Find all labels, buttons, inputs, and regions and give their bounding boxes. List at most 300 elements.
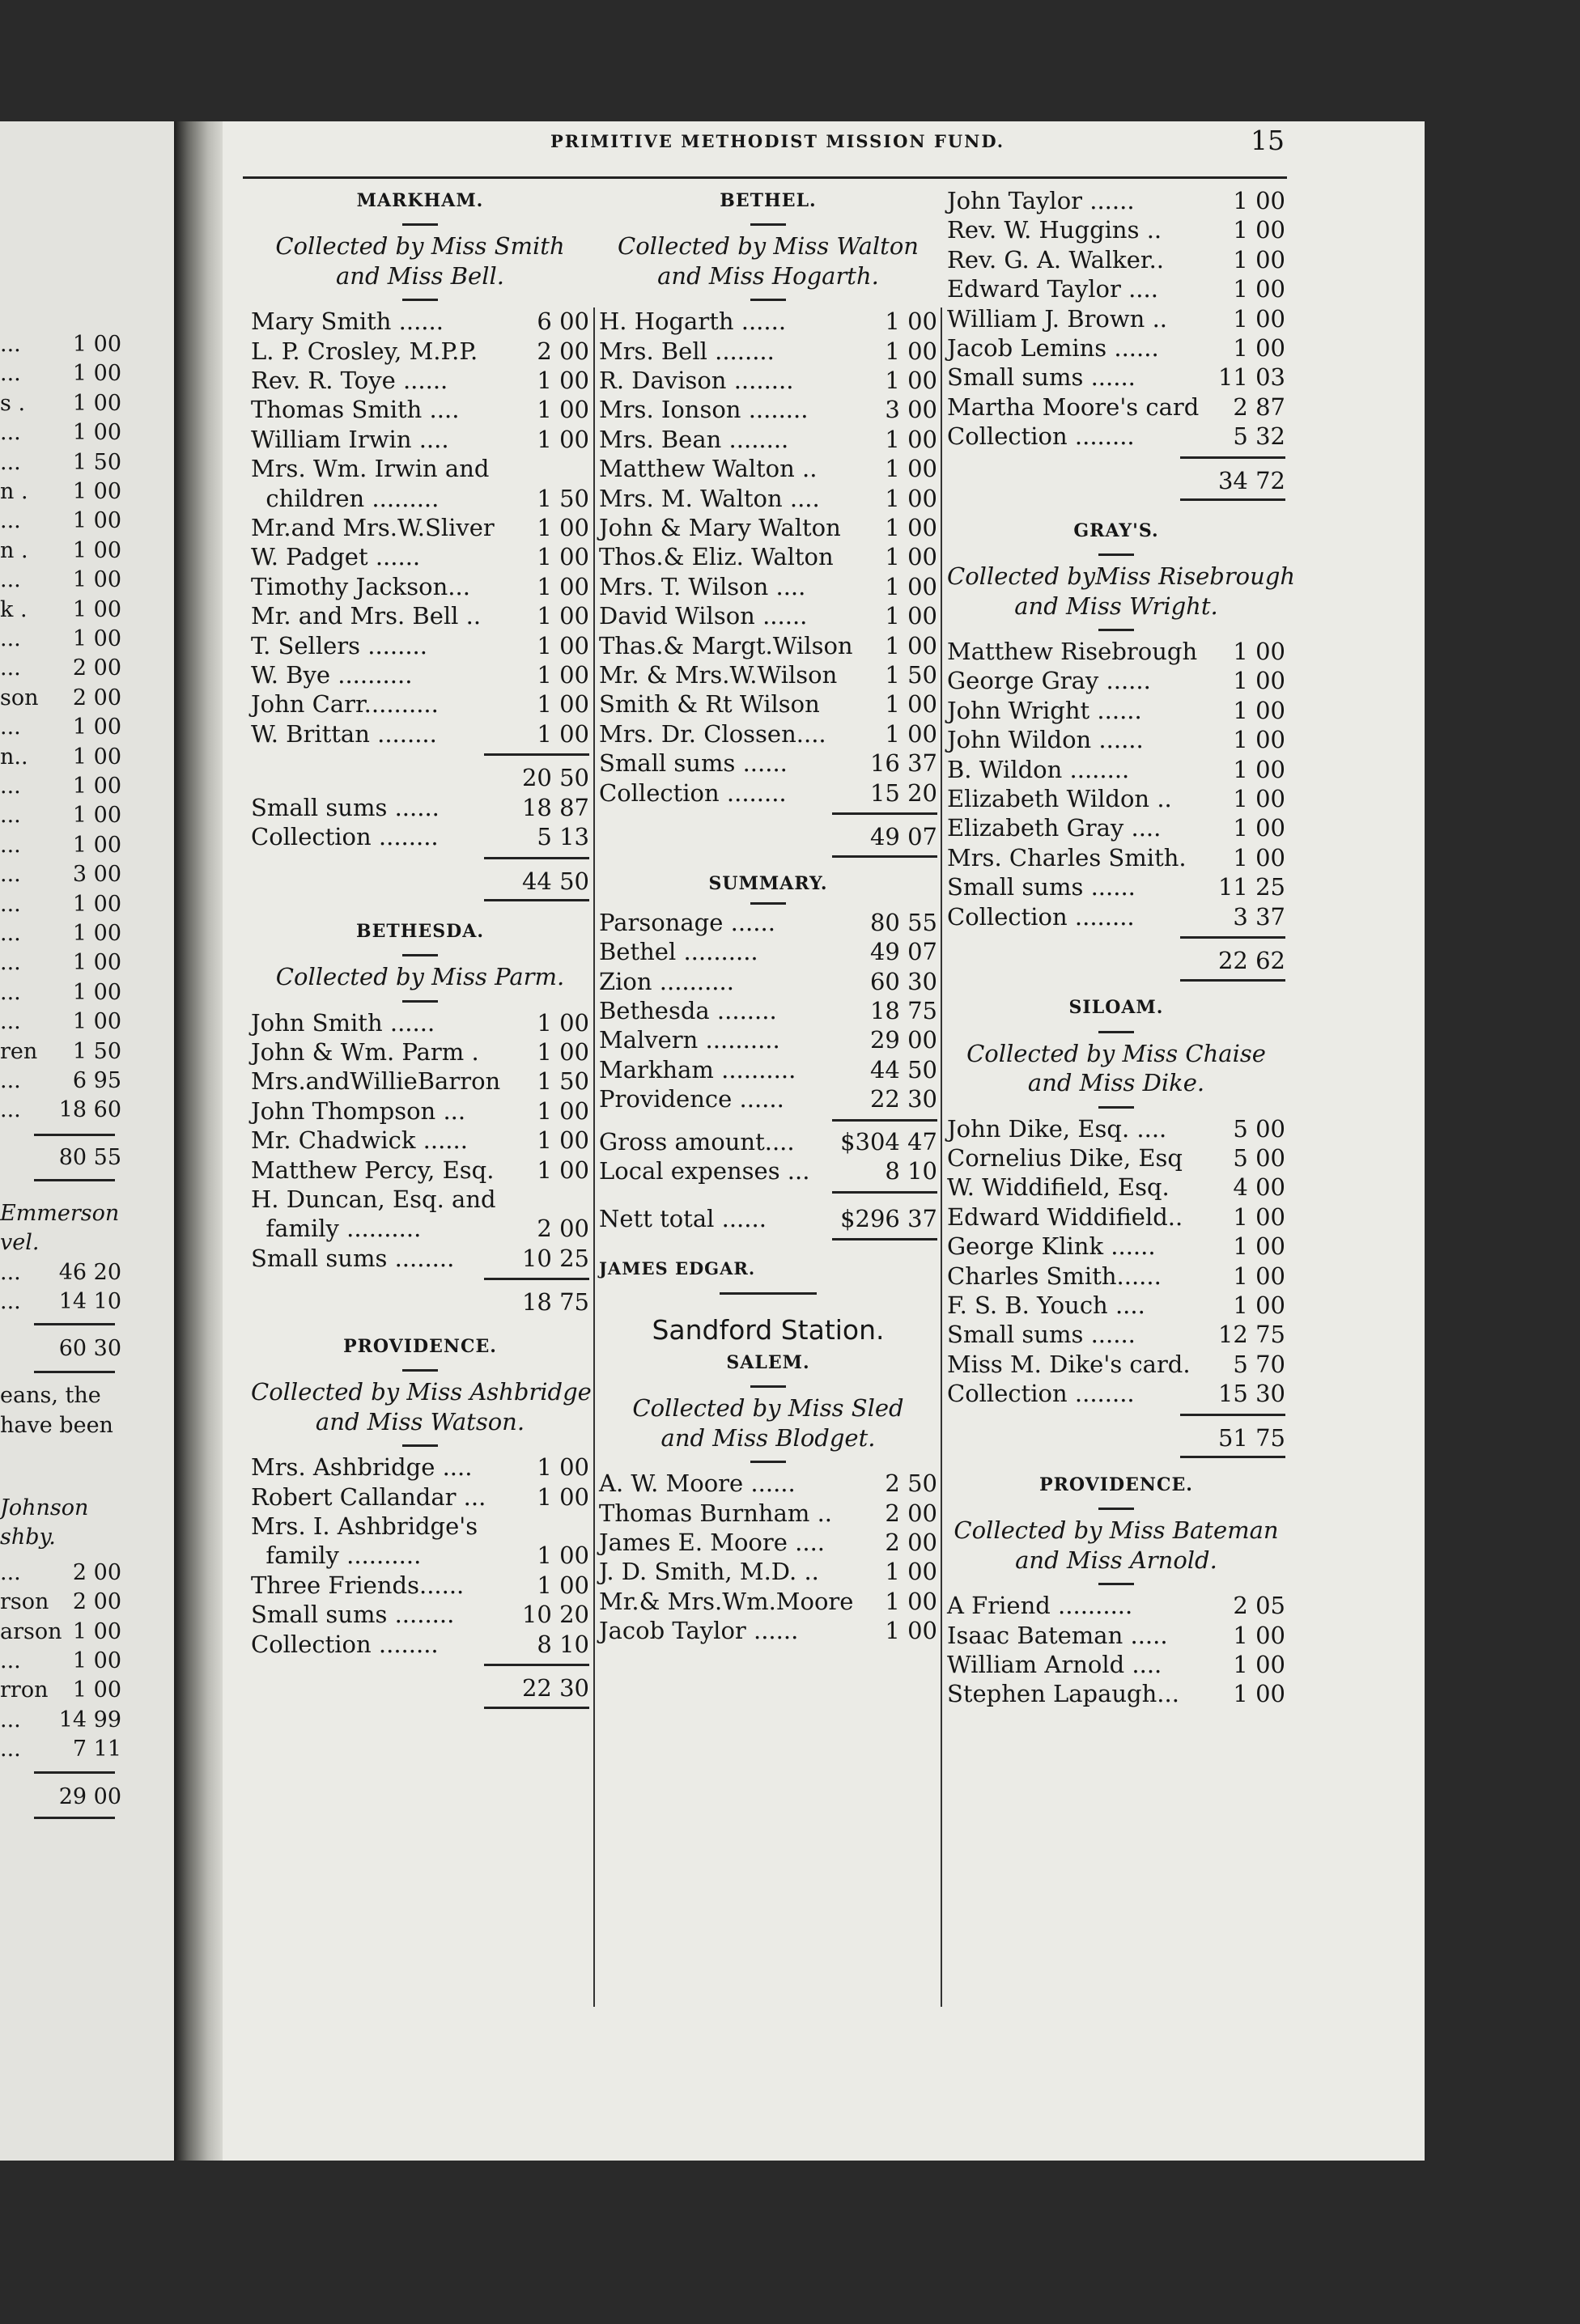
entry-name: Thas.& Margt.Wilson <box>599 631 853 659</box>
row-amount: 2 00 <box>72 685 121 710</box>
left-page-row <box>0 1618 121 1647</box>
left-page-row <box>0 1037 121 1067</box>
row-text: ... <box>0 1648 21 1674</box>
entry-amount: 1 00 <box>537 367 589 395</box>
row-text: ... <box>0 655 21 681</box>
row-text: rron <box>0 1677 49 1703</box>
ledger-entry <box>947 392 1285 422</box>
left-page-row <box>0 948 121 978</box>
summary-entry <box>599 996 937 1025</box>
section-title: GRAY'S. <box>1073 520 1159 541</box>
ledger-entry <box>599 1587 937 1616</box>
total-amount: 44 50 <box>521 867 589 895</box>
row-amount: 1 00 <box>72 537 121 563</box>
ledger-entry <box>947 1232 1285 1261</box>
ledger-entry <box>251 484 589 513</box>
left-page-fragment <box>0 121 174 2161</box>
ledger-entry <box>599 660 937 689</box>
entry-amount: 1 00 <box>537 719 589 748</box>
entry-amount: 16 37 <box>869 749 937 778</box>
ledger-entry <box>599 542 937 571</box>
entry-amount: 1 00 <box>885 543 937 571</box>
row-amount: 1 00 <box>72 921 121 946</box>
entry-amount: 1 00 <box>1233 1680 1285 1708</box>
row-text: ... <box>0 626 21 651</box>
ledger-entry <box>251 1156 589 1185</box>
entry-amount: 8 10 <box>537 1630 589 1658</box>
ledger-entry <box>251 1008 589 1037</box>
ledger-entry <box>251 1244 589 1273</box>
row-text: n . <box>0 537 28 563</box>
entry-name: John Carr.......... <box>251 690 439 719</box>
entry-name: Mr.& Mrs.Wm.Moore <box>599 1587 854 1615</box>
entry-amount: 1 00 <box>1233 1291 1285 1319</box>
left-page-row <box>0 1706 121 1735</box>
entry-amount: 1 00 <box>1233 726 1285 754</box>
left-page-row <box>0 536 121 566</box>
entry-name: Rev. W. Huggins .. <box>947 216 1162 244</box>
entry-amount: 2 00 <box>885 1529 937 1557</box>
section-title: PROVIDENCE. <box>1039 1474 1193 1496</box>
entry-amount: 1 00 <box>537 543 589 571</box>
ledger-entry <box>947 755 1285 784</box>
entry-name: George Klink ...... <box>947 1232 1156 1261</box>
ledger-entry <box>251 1512 589 1541</box>
row-text: ... <box>0 1289 21 1314</box>
entry-name: A Friend .......... <box>947 1592 1133 1620</box>
entry-amount: 1 00 <box>885 719 937 748</box>
row-amount: 1 00 <box>72 508 121 534</box>
left-page-row <box>0 713 121 742</box>
ledger-entry <box>251 513 589 542</box>
entry-amount: 10 20 <box>521 1601 589 1629</box>
entry-name: Martha Moore's card <box>947 392 1200 421</box>
ledger-entry <box>251 601 589 630</box>
entry-name: Thos.& Eliz. Walton <box>599 543 834 571</box>
left-page-row <box>0 1559 121 1588</box>
short-dash <box>750 902 786 905</box>
entry-amount: 1 00 <box>885 425 937 453</box>
entry-name: Mrs. Ionson ........ <box>599 396 809 424</box>
entry-name: Bethesda ........ <box>599 997 777 1024</box>
ledger-entry <box>599 689 937 719</box>
row-text: ... <box>0 332 21 357</box>
row-amount: 1 00 <box>72 891 121 917</box>
row-text: ren <box>0 1038 38 1064</box>
ledger-entry <box>947 813 1285 842</box>
left-text: have been <box>0 1412 113 1438</box>
entry-amount: 1 00 <box>1233 1262 1285 1290</box>
section-title: BETHEL. <box>720 190 817 211</box>
sum-rule <box>1180 456 1285 459</box>
ledger-entry <box>947 1650 1285 1679</box>
row-amount: 80 55 <box>58 1144 121 1170</box>
row-text: ... <box>0 862 21 888</box>
left-page-row <box>0 1067 121 1096</box>
entry-amount: 1 00 <box>537 631 589 659</box>
section-total <box>599 822 937 851</box>
ledger-entry <box>251 572 589 601</box>
entry-name: L. P. Crosley, M.P.P. <box>251 337 478 365</box>
sum-rule <box>832 855 937 858</box>
entry-name: Collection ........ <box>947 902 1135 931</box>
entry-amount: 1 00 <box>1233 696 1285 724</box>
row-amount: 1 00 <box>72 361 121 387</box>
entry-amount: 5 00 <box>1233 1144 1285 1172</box>
ledger-entry <box>599 631 937 660</box>
ledger-entry <box>251 1096 589 1126</box>
section-total <box>251 1287 589 1317</box>
row-amount: 46 20 <box>58 1259 121 1285</box>
summary-entry <box>599 1055 937 1084</box>
entry-name: Mrs. Charles Smith. <box>947 843 1187 872</box>
small-sums-amount: 18 87 <box>521 793 589 821</box>
left-page-row <box>0 1143 121 1173</box>
row-text: ... <box>0 715 21 740</box>
row-amount: 1 00 <box>72 1009 121 1035</box>
column-rule-2 <box>941 307 942 2007</box>
entry-name: B. Wildon ........ <box>947 755 1130 783</box>
entry-name: Small sums ...... <box>947 873 1136 901</box>
row-amount: 1 00 <box>72 774 121 799</box>
left-page-row <box>0 330 121 359</box>
left-page-row <box>0 596 121 625</box>
short-dash <box>402 1444 438 1447</box>
left-rule <box>34 1771 115 1774</box>
left-rule <box>34 1134 115 1136</box>
local-expenses-amount: 8 10 <box>885 1157 937 1185</box>
ledger-entry <box>599 1469 937 1498</box>
entry-name: Thomas Smith .... <box>251 396 460 424</box>
entry-name: Miss M. Dike's card. <box>947 1350 1191 1378</box>
row-amount: 2 00 <box>72 1589 121 1615</box>
entry-name: George Gray ...... <box>947 667 1151 695</box>
entry-name: John Thompson ... <box>251 1096 466 1125</box>
entry-name: T. Sellers ........ <box>251 631 427 659</box>
entry-amount: 1 00 <box>1233 637 1285 665</box>
ledger-entry <box>599 307 937 336</box>
entry-amount: 1 00 <box>885 1558 937 1586</box>
ledger-entry <box>947 1320 1285 1349</box>
entry-name: Isaac Bateman ..... <box>947 1621 1168 1649</box>
ledger-entry <box>251 1600 589 1629</box>
entry-name: Matthew Risebrough <box>947 637 1198 665</box>
row-amount: 1 00 <box>72 950 121 976</box>
ledger-entry <box>947 725 1285 754</box>
ledger-entry <box>599 1528 937 1557</box>
ledger-entry <box>947 1379 1285 1408</box>
collected-by: Collected by Miss Smith <box>275 232 565 261</box>
entry-name: Small sums ...... <box>947 363 1136 392</box>
collected-by: Collected by Miss Walton <box>618 232 919 261</box>
row-amount: 1 00 <box>72 626 121 651</box>
entry-amount: 1 00 <box>885 572 937 600</box>
sum-rule <box>1180 498 1285 501</box>
small-sums <box>251 793 589 822</box>
left-page-row <box>0 625 121 654</box>
column-rule-1 <box>593 307 595 2007</box>
short-dash <box>750 1461 786 1463</box>
row-text: son <box>0 685 39 710</box>
entry-amount: 1 00 <box>537 1096 589 1125</box>
left-page-row <box>0 1258 121 1287</box>
left-page-row <box>0 684 121 713</box>
entry-name: Mrs. Bell ........ <box>599 337 775 365</box>
ledger-entry <box>599 337 937 366</box>
ledger-entry <box>599 454 937 483</box>
entry-amount: 15 20 <box>869 778 937 807</box>
left-page-row <box>0 1783 121 1812</box>
ledger-entry <box>599 1499 937 1528</box>
ledger-entry <box>251 1067 589 1096</box>
left-page-row <box>0 978 121 1007</box>
sum-rule <box>832 812 937 815</box>
section-title: PROVIDENCE. <box>343 1335 497 1357</box>
total-amount: 51 75 <box>1217 1423 1285 1452</box>
sum-rule <box>484 857 589 859</box>
summary-entry <box>599 1025 937 1054</box>
entry-amount: 29 00 <box>869 1026 937 1054</box>
left-page-row <box>0 1287 121 1317</box>
left-rule <box>34 1179 115 1181</box>
entry-amount: 1 00 <box>885 690 937 719</box>
entry-amount: 4 00 <box>1233 1173 1285 1202</box>
ledger-entry <box>251 1185 589 1214</box>
ledger-entry <box>251 337 589 366</box>
sum-rule <box>484 1278 589 1280</box>
entry-amount: 1 00 <box>1233 1621 1285 1649</box>
short-dash <box>402 299 438 301</box>
left-page-row <box>0 831 121 860</box>
entry-amount: 1 50 <box>885 661 937 689</box>
entry-name: W. Brittan ........ <box>251 719 437 748</box>
gross-amount-amount: $304 47 <box>840 1127 937 1156</box>
entry-name: Mr. & Mrs.W.Wilson <box>599 661 838 689</box>
entry-name: Mrs. Dr. Clossen.... <box>599 719 826 748</box>
total-amount: 22 30 <box>521 1674 589 1703</box>
entry-name: Collection ........ <box>947 422 1135 451</box>
entry-amount: 1 00 <box>885 514 937 542</box>
entry-amount: 44 50 <box>869 1055 937 1084</box>
row-amount: 1 00 <box>72 420 121 446</box>
ledger-entry <box>947 1291 1285 1320</box>
entry-name: William J. Brown .. <box>947 304 1168 333</box>
entry-amount: 3 37 <box>1233 902 1285 931</box>
row-amount: 1 00 <box>72 596 121 622</box>
row-amount: 2 00 <box>72 1559 121 1585</box>
left-page-row <box>0 654 121 683</box>
short-dash <box>1098 1106 1134 1109</box>
row-amount: 7 11 <box>72 1737 121 1762</box>
ledger-entry <box>599 749 937 778</box>
entry-name: James E. Moore .... <box>599 1529 826 1557</box>
entry-amount: 80 55 <box>869 908 937 936</box>
entry-amount: 11 25 <box>1217 873 1285 901</box>
collected-by: and Miss Dike. <box>1027 1069 1205 1097</box>
collection-amount: 5 13 <box>537 823 589 851</box>
entry-amount: 1 00 <box>1233 216 1285 244</box>
entry-name: Matthew Percy, Esq. <box>251 1156 495 1184</box>
section-title: SILOAM. <box>1068 997 1164 1019</box>
left-page-row <box>0 1676 121 1705</box>
entry-amount: 1 00 <box>885 484 937 512</box>
row-text: n.. <box>0 744 28 770</box>
entry-name: Smith & Rt Wilson <box>599 690 820 719</box>
entry-name: Rev. G. A. Walker.. <box>947 245 1165 274</box>
row-amount: 1 00 <box>72 744 121 770</box>
entry-name: Robert Callandar ... <box>251 1482 486 1511</box>
entry-name: A. W. Moore ...... <box>599 1469 796 1498</box>
ledger-entry <box>251 1630 589 1659</box>
row-text: ... <box>0 979 21 1005</box>
ledger-entry <box>251 1482 589 1512</box>
section-total <box>947 466 1285 495</box>
ledger-entry <box>947 1143 1285 1173</box>
row-text: ... <box>0 1707 21 1732</box>
entry-amount: 1 00 <box>537 425 589 453</box>
entry-amount: 1 00 <box>1233 843 1285 872</box>
entry-name: Small sums ........ <box>251 1244 455 1272</box>
short-dash <box>402 1000 438 1003</box>
entry-name: Thomas Burnham .. <box>599 1499 833 1527</box>
book-spine <box>174 121 223 2161</box>
nett-total-amount: $296 37 <box>840 1204 937 1232</box>
row-text: n . <box>0 479 28 504</box>
left-rule <box>34 1323 115 1325</box>
row-amount: 60 30 <box>58 1336 121 1362</box>
entry-amount: 1 00 <box>1233 755 1285 783</box>
left-text: Emmerson <box>0 1200 120 1226</box>
entry-amount: 6 00 <box>537 307 589 336</box>
total-amount: 18 75 <box>521 1288 589 1317</box>
collected-by: Collected by Miss Sled <box>632 1394 904 1423</box>
ledger-entry <box>251 631 589 660</box>
entry-name: Collection ........ <box>947 1380 1135 1408</box>
ledger-entry <box>599 601 937 630</box>
entry-name: Mrs.andWillieBarron <box>251 1067 501 1096</box>
sum-rule <box>1180 936 1285 939</box>
sum-rule <box>484 1664 589 1666</box>
collected-by: and Miss Blodget. <box>660 1423 876 1452</box>
entry-name: John Dike, Esq. .... <box>947 1114 1167 1143</box>
sum-rule <box>832 1191 937 1194</box>
entry-amount: 1 00 <box>537 1008 589 1037</box>
ledger-entry <box>947 1202 1285 1232</box>
ledger-entry <box>251 395 589 424</box>
entry-amount: 12 75 <box>1217 1321 1285 1349</box>
left-text: vel. <box>0 1230 40 1256</box>
entry-name: Small sums ...... <box>947 1321 1136 1349</box>
ledger-entry <box>947 304 1285 333</box>
row-amount: 1 50 <box>72 449 121 475</box>
entry-name: John Wright ...... <box>947 696 1142 724</box>
entry-name: F. S. B. Youch .... <box>947 1291 1145 1319</box>
collected-by: Collected by Miss Bateman <box>954 1516 1279 1545</box>
entry-amount: 1 00 <box>537 396 589 424</box>
sum-rule <box>832 1238 937 1240</box>
entry-name: family .......... <box>251 1542 422 1570</box>
entry-name: Mrs. T. Wilson .... <box>599 572 806 600</box>
station-heading: Sandford Station. <box>652 1313 885 1346</box>
row-amount: 1 00 <box>72 1648 121 1674</box>
total-amount: 20 50 <box>521 764 589 792</box>
entry-name: Elizabeth Wildon .. <box>947 784 1172 812</box>
entry-amount: 1 00 <box>1233 667 1285 695</box>
entry-amount: 2 87 <box>1233 392 1285 421</box>
collected-by: and Miss Bell. <box>336 261 504 290</box>
entry-amount: 18 75 <box>869 997 937 1024</box>
entry-amount: 49 07 <box>869 938 937 966</box>
total-amount: 22 62 <box>1217 947 1285 975</box>
entry-amount: 5 32 <box>1233 422 1285 451</box>
row-text: ... <box>0 1259 21 1285</box>
left-page-row <box>0 1334 121 1363</box>
entry-amount: 1 00 <box>885 307 937 336</box>
entry-amount: 1 00 <box>537 1542 589 1570</box>
sum-rule <box>1180 979 1285 982</box>
entry-name: Mr. Chadwick ...... <box>251 1126 468 1155</box>
collected-by: Collected byMiss Risebrough <box>947 562 1296 591</box>
entry-amount: 2 50 <box>885 1469 937 1498</box>
ledger-entry <box>947 245 1285 274</box>
entry-amount: 1 00 <box>885 602 937 630</box>
entry-amount: 5 00 <box>1233 1114 1285 1143</box>
left-page-row <box>0 890 121 919</box>
short-dash <box>402 954 438 956</box>
left-rule <box>34 1371 115 1373</box>
entry-amount: 1 00 <box>1233 1651 1285 1679</box>
left-page-row <box>0 743 121 772</box>
entry-name: William Arnold .... <box>947 1651 1162 1679</box>
ledger-entry <box>947 637 1285 666</box>
short-dash <box>1098 1583 1134 1585</box>
row-text: ... <box>0 567 21 593</box>
entry-name: Mrs. Bean ........ <box>599 425 789 453</box>
entry-name: Collection ........ <box>599 778 787 807</box>
row-text: ... <box>0 774 21 799</box>
entry-name: J. D. Smith, M.D. .. <box>599 1558 819 1586</box>
left-page-row <box>0 919 121 948</box>
entry-name: Providence ...... <box>599 1085 784 1113</box>
entry-name: Timothy Jackson... <box>251 572 470 600</box>
ledger-entry <box>599 572 937 601</box>
section-total <box>251 763 589 792</box>
collected-by: Collected by Miss Chaise <box>966 1039 1266 1067</box>
ledger-entry <box>947 1114 1285 1143</box>
ledger-entry <box>947 1591 1285 1620</box>
left-rule <box>34 1817 115 1819</box>
row-text: ... <box>0 508 21 534</box>
entry-amount: 2 00 <box>885 1499 937 1527</box>
ledger-entry <box>947 215 1285 244</box>
left-text: shby. <box>0 1525 56 1550</box>
ledger-entry <box>947 843 1285 872</box>
collected-by: and Miss Wright. <box>1014 592 1218 620</box>
entry-name: W. Widdifield, Esq. <box>947 1173 1170 1202</box>
ledger-entry <box>947 784 1285 813</box>
left-page-row <box>0 860 121 889</box>
entry-amount: 1 00 <box>537 1037 589 1066</box>
left-page-row <box>0 1007 121 1037</box>
section-title: SALEM. <box>726 1351 810 1373</box>
left-page-row <box>0 772 121 801</box>
entry-name: Elizabeth Gray .... <box>947 814 1162 842</box>
ledger-entry <box>251 1452 589 1482</box>
entry-amount: 2 00 <box>537 337 589 365</box>
row-text: ... <box>0 921 21 946</box>
ledger-entry <box>251 660 589 689</box>
entry-name: Small sums ........ <box>251 1601 455 1629</box>
